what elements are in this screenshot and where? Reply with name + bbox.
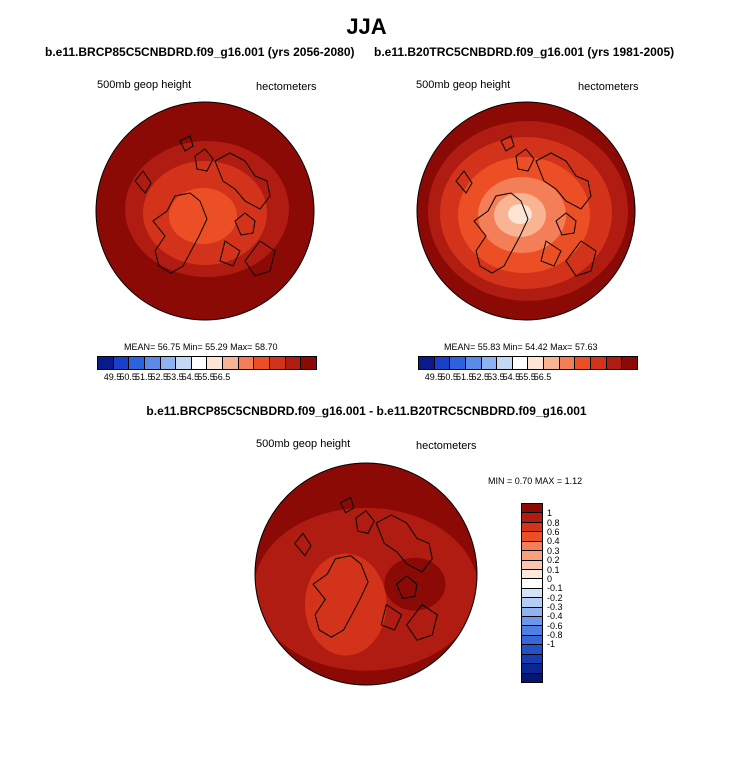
panel-1-colorbar-swatch [114, 357, 130, 369]
diff-colorbar-ticks [547, 503, 577, 681]
panel-1-colorbar-swatch [176, 357, 192, 369]
panel-1-stats [124, 342, 277, 352]
panel-1-colorbar-swatch [192, 357, 208, 369]
panel-2-max-label: Max= [550, 342, 573, 352]
panel-2-variable: 500mb geop height [416, 79, 511, 91]
panel-1-colorbar-swatch [145, 357, 161, 369]
diff-panel-stats [488, 476, 582, 486]
panel-2-map-contour-band [508, 204, 532, 224]
diff-colorbar-swatch [522, 532, 542, 541]
panel-1-colorbar-tick-label: 50.5 [119, 372, 137, 382]
diff-colorbar-swatch [522, 542, 542, 551]
panel-1-units: hectometers [256, 81, 317, 93]
panel-1-colorbar-tick-label: 51.5 [134, 372, 153, 382]
diff-colorbar-tick-label: 0.3 [547, 545, 560, 556]
diff-map-contour-band [384, 558, 445, 611]
diff-colorbar-swatch [522, 579, 542, 588]
panel-1-colorbar-tick-label: 54.5 [181, 372, 200, 382]
panel-2-colorbar [418, 356, 638, 370]
panel-2-min: 54.42 [525, 342, 548, 352]
panel-2-units: hectometers [578, 81, 639, 93]
panel-1-polar-map [95, 101, 315, 321]
panel-1-colorbar-ticks [97, 372, 315, 384]
panel-1-colorbar-tick-label: 53.5 [166, 372, 184, 382]
diff-max: 1.12 [564, 476, 583, 486]
diff-colorbar-swatch [522, 598, 542, 607]
panel-1-colorbar-swatch [98, 357, 114, 369]
panel-1-colorbar-tick-label: 52.5 [150, 372, 169, 382]
diff-colorbar-tick-label: -0.8 [547, 630, 563, 641]
panel-2-title: b.e11.B20TRC5CNBDRD.f09_g16.001 (yrs 1981-2005) [374, 45, 675, 59]
panel-2-colorbar-swatch [544, 357, 560, 369]
diff-min-label: MIN = [488, 476, 513, 486]
panel-2-colorbar-swatch [591, 357, 607, 369]
diff-colorbar-swatch [522, 617, 542, 626]
panel-2-colorbar-swatch [497, 357, 513, 369]
diff-colorbar-tick-label: 0.2 [547, 555, 560, 566]
diff-colorbar-tick-label: 0.1 [547, 564, 560, 575]
panel-1-variable: 500mb geop height [97, 79, 192, 91]
diff-colorbar-tick-label: 0 [547, 573, 553, 584]
panel-1-colorbar-tick-label: 56.5 [212, 372, 231, 382]
diff-colorbar-tick-label: -1 [547, 639, 556, 650]
diff-colorbar-swatch [522, 645, 542, 654]
panel-2-colorbar-tick-label: 51.5 [455, 372, 474, 382]
diff-panel-variable: 500mb geop height [256, 438, 351, 450]
diff-min: 0.70 [514, 476, 533, 486]
panel-2-stats [444, 342, 597, 352]
panel-1-colorbar-swatch [254, 357, 270, 369]
diff-colorbar-swatch [522, 570, 542, 579]
diff-panel-units: hectometers [416, 440, 477, 452]
panel-1-mean-label: MEAN= [124, 342, 156, 352]
panel-2-min-label: Min= [502, 342, 523, 352]
diff-colorbar-swatch [522, 513, 542, 522]
diff-colorbar-tick-label: -0.1 [547, 583, 563, 594]
panel-1-max: 58.70 [254, 342, 278, 352]
panel-1-colorbar [97, 356, 317, 370]
panel-2-colorbar-swatch [513, 357, 529, 369]
panel-2-colorbar-tick-label: 53.5 [487, 372, 505, 382]
diff-colorbar-swatch [522, 674, 542, 682]
panel-2-colorbar-swatch [419, 357, 435, 369]
diff-colorbar-tick-label: -0.3 [547, 601, 563, 612]
panel-2-colorbar-swatch [528, 357, 544, 369]
diff-colorbar-tick-label: 1 [547, 508, 553, 519]
diff-colorbar-swatch [522, 626, 542, 635]
diff-colorbar-swatch [522, 655, 542, 664]
panel-1-title: b.e11.BRCP85C5CNBDRD.f09_g16.001 (yrs 2056-2080) [45, 45, 355, 59]
panel-1-colorbar-swatch [161, 357, 177, 369]
panel-1-colorbar-tick-label: 49.5 [103, 372, 122, 382]
diff-colorbar-swatch [522, 523, 542, 532]
panel-2-mean: 55.83 [477, 342, 501, 352]
panel-2-colorbar-swatch [466, 357, 482, 369]
diff-colorbar-swatch [522, 589, 542, 598]
figure-title: JJA [346, 14, 387, 39]
panel-1-colorbar-swatch [129, 357, 145, 369]
diff-panel-title: b.e11.BRCP85C5CNBDRD.f09_g16.001 - b.e11.B20TRC5CNBDRD.f09_g16.001 [146, 404, 587, 418]
panel-2-colorbar-swatch [435, 357, 451, 369]
panel-1-mean: 56.75 [157, 342, 181, 352]
panel-1-colorbar-swatch [207, 357, 223, 369]
panel-2-colorbar-tick-label: 56.5 [533, 372, 552, 382]
panel-1-min: 55.29 [205, 342, 228, 352]
panel-1-max-label: Max= [230, 342, 253, 352]
panel-2-colorbar-swatch [450, 357, 466, 369]
panel-2-colorbar-swatch [622, 357, 637, 369]
panel-1-colorbar-swatch [286, 357, 302, 369]
diff-colorbar-swatch [522, 636, 542, 645]
diff-colorbar-tick-label: -0.4 [547, 611, 563, 622]
diff-colorbar [521, 503, 543, 683]
panel-2-colorbar-swatch [575, 357, 591, 369]
panel-2-mean-label: MEAN= [444, 342, 476, 352]
panel-2-colorbar-tick-label: 49.5 [424, 372, 443, 382]
panel-2-colorbar-tick-label: 55.5 [518, 372, 536, 382]
panel-1-colorbar-swatch [301, 357, 316, 369]
diff-colorbar-tick-label: 0.4 [547, 536, 560, 547]
panel-2-colorbar-tick-label: 50.5 [440, 372, 458, 382]
diff-colorbar-swatch [522, 504, 542, 513]
panel-1-map-contour-band [169, 188, 237, 244]
diff-colorbar-tick-label: -0.2 [547, 592, 563, 603]
diff-map-contour-band [305, 554, 386, 656]
panel-1-min-label: Min= [182, 342, 203, 352]
panel-2-colorbar-ticks [418, 372, 636, 384]
panel-2-colorbar-swatch [607, 357, 623, 369]
panel-2-colorbar-swatch [560, 357, 576, 369]
diff-max-label: MAX = [534, 476, 563, 486]
diff-colorbar-swatch [522, 608, 542, 617]
panel-1-colorbar-tick-label: 55.5 [197, 372, 215, 382]
diff-panel-polar-map [254, 462, 478, 686]
panel-1-colorbar-swatch [239, 357, 255, 369]
panel-2-colorbar-tick-label: 54.5 [502, 372, 521, 382]
diff-colorbar-tick-label: -0.6 [547, 620, 563, 631]
panel-2-colorbar-tick-label: 52.5 [471, 372, 490, 382]
diff-colorbar-swatch [522, 664, 542, 673]
panel-2-polar-map [416, 101, 636, 321]
diff-colorbar-swatch [522, 551, 542, 560]
diff-colorbar-tick-label: 0.8 [547, 517, 560, 528]
panel-2-max: 57.63 [574, 342, 598, 352]
panel-1-colorbar-swatch [270, 357, 286, 369]
diff-colorbar-tick-label: 0.6 [547, 527, 560, 538]
panel-1-colorbar-swatch [223, 357, 239, 369]
diff-colorbar-swatch [522, 561, 542, 570]
panel-2-colorbar-swatch [482, 357, 498, 369]
